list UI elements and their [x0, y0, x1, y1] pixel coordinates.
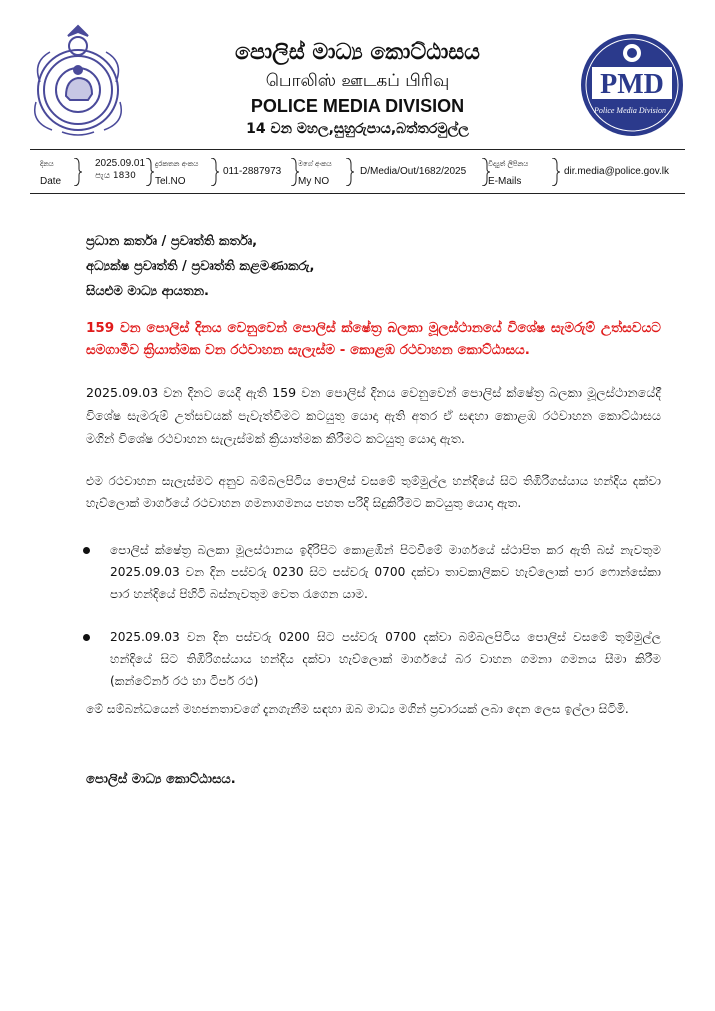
body-paragraph: මේ සම්බන්ධයෙන් මහජනතාවගේ දැනගැනීම සඳහා ඔබ මාධ්‍ය මගින් ප්‍රචාරයක් ලබා දෙන ලෙස ඉල්ලා සිටිමි. — [86, 702, 629, 716]
addressee-line: ප්‍රධාන කර්තෘ / ප්‍රවෘත්ති කර්තෘ, — [86, 234, 258, 249]
addressee-line: අධ්‍යක්ෂ ප්‍රවෘත්ති / ප්‍රවෘත්ති කළමණාකරු, — [86, 259, 315, 274]
brace-icon — [344, 158, 354, 186]
ref-top-rule — [30, 149, 685, 150]
ref-bottom-rule — [30, 193, 685, 194]
header-address: 14 වන මහල,සුහුරුපාය,බත්තරමුල්ල — [246, 121, 469, 137]
email-value: dir.media@police.gov.lk — [564, 166, 670, 177]
brace-icon — [72, 158, 82, 186]
email-label-en: E-Mails — [488, 176, 522, 187]
body-paragraph: එම රථවාහන සැලැස්මට අනුව බම්බලපිටිය පොලිස් වසමේ තුම්මුල්ල හන්දියේ සිට තිඹිරිගස්යාය හන්දිය දක්වා හැව්ලොක් මාර්ගයේ රථවාහන ගමනාගමනය පහත පරිදි සිදුකිරීමට කටයුතු යොදා ඇත. — [86, 474, 661, 510]
time-value: පැය 1830 — [95, 171, 136, 181]
brace-icon — [209, 158, 219, 186]
reference-bar — [30, 152, 685, 192]
bullet-dot-icon — [83, 634, 90, 641]
brace-icon — [144, 158, 154, 186]
header-name-sinhala: පොලිස් මාධ්‍ය කොට්ඨාසය — [235, 40, 480, 65]
header-name-tamil: பொலிஸ் ஊடகப் பிரிவு — [265, 71, 450, 91]
email-label-si: විද්‍යුත් ලිපිනය — [488, 160, 529, 168]
header-name-english: POLICE MEDIA DIVISION — [250, 96, 465, 116]
bullet-text: 2025.09.03 වන දින පස්වරු 0200 සිට පස්වරු 0700 දක්වා බම්බලපිටිය පොලිස් වසමේ තුම්මුල්ල හන්දියේ සිට තිඹිරිගස්යාය හන්දිය දක්වා හැව්ලොක් මාර්ගයේ බර වාහන ගමනා ගමනය සීමා කිරීම (කන්ටේනර් රථ හා ටිපර් රථ) — [110, 630, 661, 688]
date-value: 2025.09.01 — [95, 158, 146, 169]
myno-label-en: My NO — [298, 176, 330, 187]
brace-icon — [550, 158, 560, 186]
bullet-dot-icon — [83, 547, 90, 554]
tel-label-si: දුරකතන අංකය — [155, 160, 199, 168]
date-label-en: Date — [40, 176, 62, 187]
myno-label-si: මගේ අංකය — [298, 160, 332, 168]
body-paragraph: 2025.09.03 වන දිනට යෙදී ඇති 159 වන පොලිස් දිනය වෙනුවෙන් පොලිස් ක්ෂේත්‍ර බලකා මූලස්ථානයේදී විශේෂ සැමරුම් උත්සවයක් පැවැත්වීමට කටයුතු යොදා ඇති අතර ඒ සඳහා කොළඹ රථවාහන කොට්ඨාසය මගින් විශේෂ රථවාහන සැලැස්මක් ක්‍රියාත්මක කිරීමට කටයුතු යොදා ඇත. — [86, 385, 661, 446]
date-label-si: දිනය — [40, 160, 54, 168]
tel-label-en: Tel.NO — [155, 176, 186, 187]
bullet-item — [110, 626, 661, 692]
bullet-item — [110, 539, 661, 605]
pmd-logo-subtext: Police Media Division — [594, 106, 666, 115]
bullet-text: පොලිස් ක්ෂේත්‍ර බලකා මූලස්ථානය ඉදිරිපිට කොළඹින් පිටවීමේ මාර්ගයේ ස්ථාපිත කර ඇති බස් නැවතුම 2025.09.03 වන දින පස්වරු 0230 සිට පස්වරු 0700 දක්වා තාවකාලිකව හැව්ලොක් පාර ෆොන්සේකා පාර හන්දියේ පිහිටි බස්නැවතුම වෙත රැගෙන යාම. — [110, 543, 661, 601]
signature: පොලිස් මාධ්‍ය කොට්ඨාසය. — [86, 772, 236, 787]
myno-value: D/Media/Out/1682/2025 — [360, 166, 467, 177]
pmd-logo-text: PMD — [600, 69, 664, 100]
addressee-line: සියළුම මාධ්‍ය ආයතන. — [86, 284, 209, 299]
pmd-logo — [580, 33, 684, 137]
tel-value: 011-2887973 — [223, 166, 282, 177]
notice-title: 159 වන පොලිස් දිනය වෙනුවෙන් පොලිස් ක්ෂේත්‍ර බලකා මූලස්ථානයේ විශේෂ සැමරුම් උත්සවයට සමගාමීව ක්‍රියාත්මක වන රථවාහන සැලැස්ම - කොළඹ රථවාහන කොට්ඨාසය. — [86, 320, 661, 358]
